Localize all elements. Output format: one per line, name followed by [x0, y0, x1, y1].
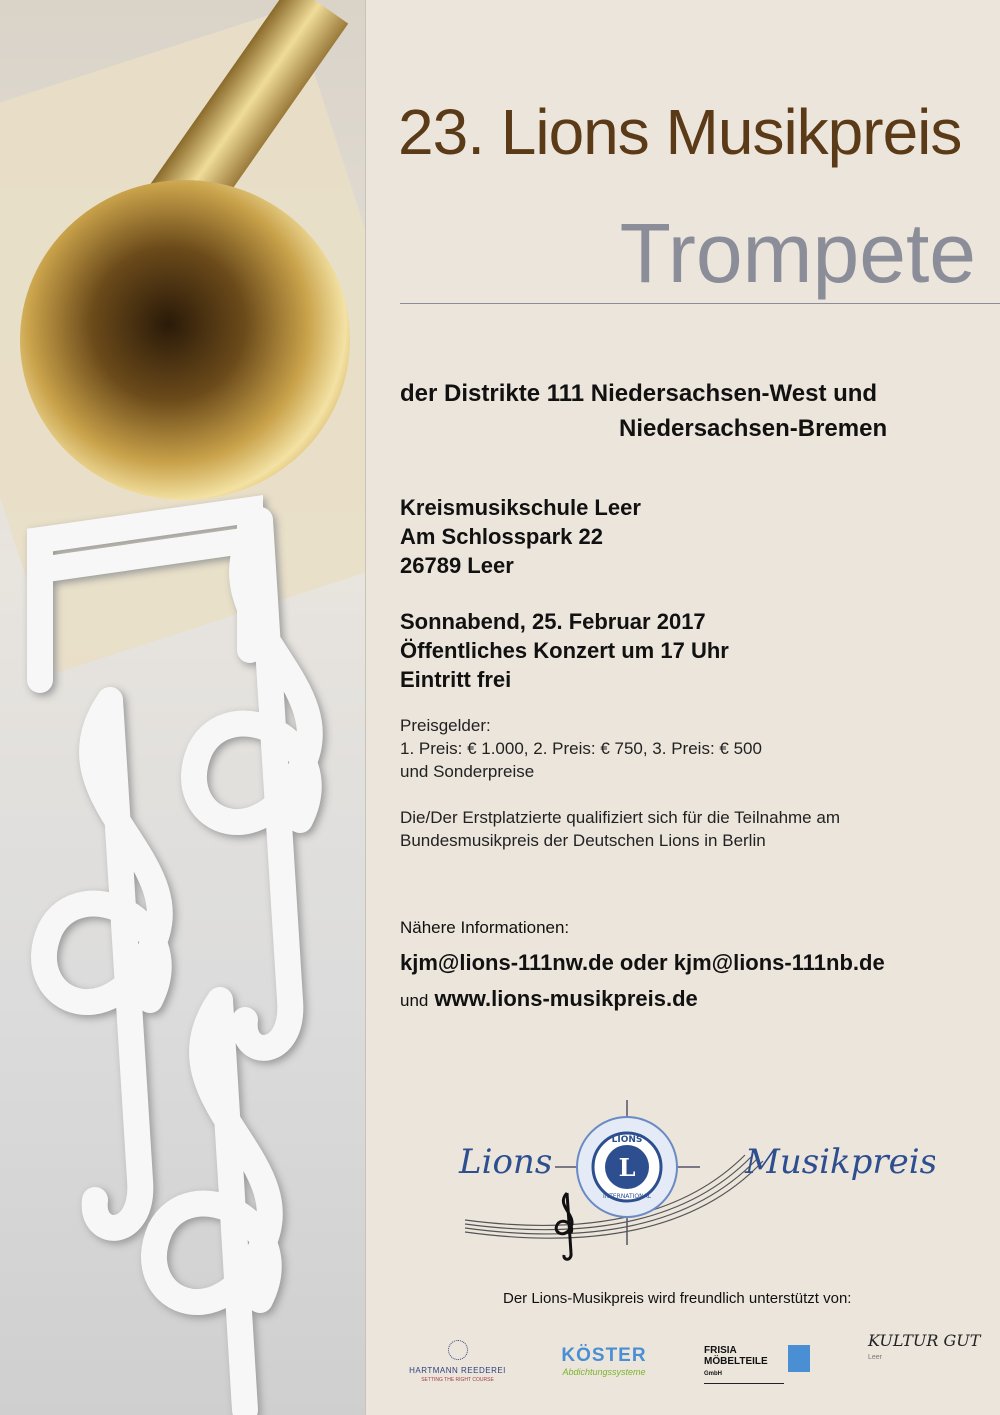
und-text: und	[400, 991, 429, 1010]
sponsor-tagline: Abdichtungssysteme	[562, 1367, 646, 1377]
event-details	[400, 607, 729, 694]
emblem-bottom-text: INTERNATIONAL	[602, 1193, 652, 1200]
qualification	[400, 806, 840, 852]
info-label: Nähere Informationen:	[400, 918, 570, 937]
event-line: Öffentliches Konzert um 17 Uhr	[400, 638, 729, 663]
hartmann-logo-icon	[448, 1340, 468, 1360]
sponsor-name: KULTUR GUT	[868, 1331, 981, 1350]
music-note-icon	[40, 510, 250, 680]
sponsors-label: Der Lions-Musikpreis wird freundlich unterstützt von:	[503, 1290, 852, 1307]
venue-line: Am Schlosspark 22	[400, 524, 603, 549]
divider	[400, 303, 1000, 304]
sponsor-kulturgut	[868, 1328, 981, 1361]
sponsor-hartmann	[405, 1340, 510, 1383]
logo-text-lions: Lions	[459, 1142, 553, 1182]
sponsor-tagline: SETTING THE RIGHT COURSE	[421, 1377, 494, 1383]
prizes	[400, 714, 762, 783]
sponsor-koester	[548, 1345, 660, 1377]
sponsor-tagline: Leer	[868, 1354, 883, 1361]
website-line	[400, 984, 698, 1015]
sponsor-name-text: FRISIA MÖBELTEILE	[704, 1345, 768, 1367]
sponsor-name: KÖSTER	[561, 1345, 647, 1366]
venue	[400, 493, 641, 580]
title: 23. Lions Musikpreis	[398, 96, 962, 168]
prizes-line: 1. Preis: € 1.000, 2. Preis: € 750, 3. Preis: € 500	[400, 739, 762, 758]
logo-text-musikpreis: Musikpreis	[745, 1142, 935, 1182]
qualification-line: Bundesmusikpreis der Deutschen Lions in Berlin	[400, 831, 766, 850]
treble-clef-icon	[44, 700, 160, 1228]
prizes-line: Preisgelder:	[400, 716, 491, 735]
event-line: Sonnabend, 25. Februar 2017	[400, 609, 706, 634]
treble-clefs-decoration	[0, 480, 366, 1415]
subtitle: Trompete	[619, 206, 976, 300]
website-link[interactable]: www.lions-musikpreis.de	[434, 986, 698, 1011]
emblem-top-text: LIONS	[611, 1135, 643, 1145]
event-line: Eintritt frei	[400, 667, 512, 692]
districts-line: der Distrikte 111 Niedersachsen-West und	[400, 380, 878, 407]
treble-clef-icon	[556, 1193, 572, 1259]
trumpet-bell-image	[20, 180, 350, 500]
prizes-line: und Sonderpreise	[400, 762, 535, 781]
email-links[interactable]: kjm@lions-111nw.de oder kjm@lions-111nb.de	[400, 950, 885, 975]
venue-line: 26789 Leer	[400, 553, 514, 578]
sponsor-tagline: GmbH	[704, 1371, 722, 1377]
sponsor-name: HARTMANN REEDEREI	[409, 1366, 506, 1375]
trumpet-image-panel	[0, 0, 366, 1415]
frisia-logo-icon	[788, 1345, 810, 1372]
venue-line: Kreismusikschule Leer	[400, 495, 641, 520]
qualification-line: Die/Der Erstplatzierte qualifiziert sich für die Teilnahme am	[400, 808, 840, 827]
emblem-letter: L	[618, 1153, 636, 1182]
sponsor-frisia	[704, 1345, 814, 1384]
districts-line: Niedersachsen-Bremen	[619, 415, 888, 442]
sponsor-name	[704, 1345, 784, 1384]
lions-musikpreis-logo	[455, 1095, 935, 1265]
treble-clef-icon	[154, 1000, 270, 1410]
districts	[400, 376, 887, 446]
